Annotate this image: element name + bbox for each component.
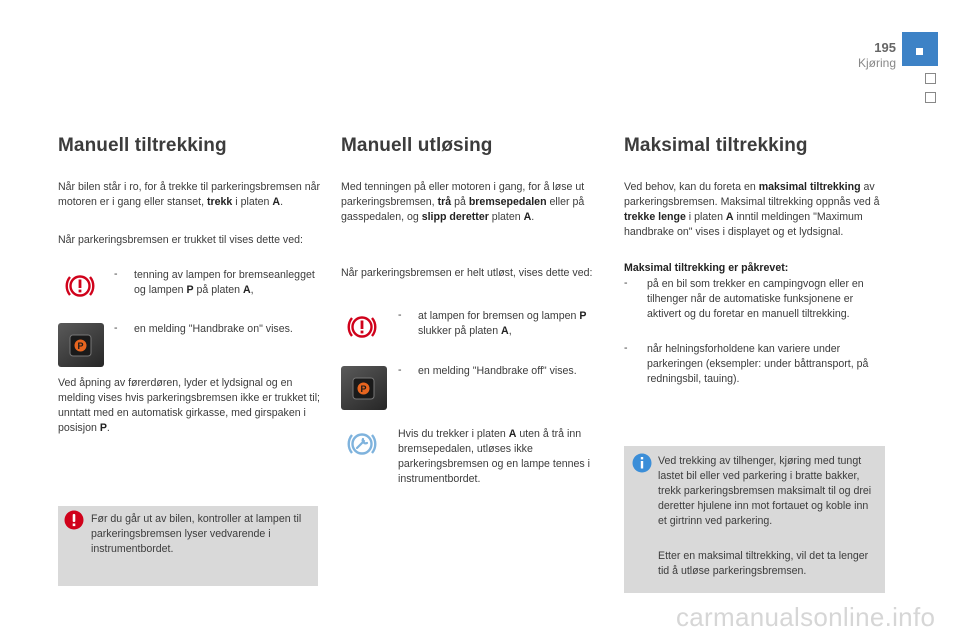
text: Ved åpning av førerdøren, lyder et lydsignal og en melding vises hvis parkeringsbremsen ikke er trukket til; unntatt med en automatisk girkasse, med girspaken i posisjon [58, 377, 320, 434]
col2-list-item-2: en melding "Handbrake off" vises. [418, 365, 577, 377]
lamp-label: P [77, 341, 84, 351]
bold-text: A [523, 211, 532, 223]
handbrake-button-graphic [58, 323, 104, 367]
col3-subheading [624, 261, 888, 276]
text: på [454, 196, 466, 208]
bold-text: slipp deretter [421, 211, 489, 223]
chapter-tab [902, 32, 938, 66]
bold-text: trå [437, 196, 452, 208]
text: , [508, 325, 512, 337]
text: . [531, 211, 535, 223]
info-text-1: Ved trekking av tilhenger, kjøring med tungt lastet bil eller ved parkering i bratte bakker, trekk parkeringsbremsen maksimalt til og drei deretter hjulene inn mot fortauet og koble inn et girtrinn ved parkering. [658, 455, 872, 527]
handbrake-button-icon [58, 323, 104, 367]
text: . [106, 422, 110, 434]
nav-square-icon [925, 73, 936, 84]
brake-warning-icon [62, 268, 98, 304]
bold-text: A [243, 284, 251, 296]
list-dash: - [114, 268, 118, 280]
bold-text: maksimal tiltrekking [758, 181, 861, 193]
handbrake-button-graphic [341, 366, 387, 410]
text: Hvis du trekker i platen [398, 428, 506, 440]
text: i platen [235, 196, 270, 208]
bold-text: A [508, 428, 517, 440]
col3-bullet-1: på en bil som trekker en campingvogn eller en tilhenger når de automatiske funksjonene er aktivert og du foretar en manuell tiltrekking. [647, 278, 864, 320]
text: , [250, 284, 254, 296]
warning-text: Før du går ut av bilen, kontroller at lampen til parkeringsbremsen lyser vedvarende i instrumentbordet. [91, 513, 302, 555]
page-number: 195 [874, 40, 896, 55]
lamp-label: P [360, 384, 367, 394]
bold-text: P [579, 310, 587, 322]
col2-paragraph-3 [398, 427, 598, 487]
text: i platen [688, 211, 723, 223]
col2-list-item-1 [418, 309, 598, 339]
section-title: Kjøring [857, 56, 896, 70]
text: uten å trå inn bremsepedalen, utløses ikke parkeringsbremsen og en lampe tennes i instrumentbordet. [398, 428, 590, 485]
col1-list-item-2: en melding "Handbrake on" vises. [134, 323, 293, 335]
bold-text: A [725, 211, 734, 223]
col1-paragraph-1 [58, 180, 320, 210]
text: . [280, 196, 284, 208]
info-text-2: Etter en maksimal tiltrekking, vil det ta lenger tid å utløse parkeringsbremsen. [658, 550, 869, 577]
tab-square-icon [916, 48, 923, 55]
text: at lampen for bremsen og lampen [418, 310, 577, 322]
nav-square-icon [925, 92, 936, 103]
bold-text: trekk [207, 196, 233, 208]
text: av parkeringsbremsen. Maksimal tiltrekking oppnås ved å [624, 181, 880, 208]
list-dash: - [398, 309, 402, 321]
col2-paragraph-1 [341, 180, 597, 225]
watermark: carmanualsonline.info [676, 602, 936, 632]
warning-icon [64, 510, 84, 530]
bold-text: A [272, 196, 281, 208]
bold-text: bremsepedalen [468, 196, 547, 208]
col2-paragraph-2: Når parkeringsbremsen er helt utløst, vises dette ved: [341, 267, 593, 279]
bold-text: Maksimal tiltrekking er påkrevet: [624, 262, 789, 274]
text: platen [491, 211, 521, 223]
bold-text: P [186, 284, 194, 296]
text: inntil meldingen "Maximum handbrake on" vises i displayet og et lydsignal. [624, 211, 863, 238]
text: tenning av lampen for bremseanlegget og lampen [134, 269, 315, 296]
bold-text: A [501, 325, 509, 337]
text: eller på gasspedalen, og [341, 196, 585, 223]
col3-paragraph-1 [624, 180, 888, 240]
brake-warning-icon [344, 309, 380, 345]
list-dash: - [624, 342, 628, 354]
col3-bullet-2: når helningsforholdene kan variere under parkeringen (eksempler: under båttransport, på redningsbil, tauing). [647, 343, 869, 385]
brake-service-icon [344, 426, 380, 462]
col1-paragraph-2: Når parkeringsbremsen er trukket til vises dette ved: [58, 234, 303, 246]
bold-text: trekke lenge [624, 211, 686, 223]
text: Ved behov, kan du foreta en [624, 181, 756, 193]
text: Med tenningen på eller motoren i gang, for å løse ut parkeringsbremsen, [341, 181, 585, 208]
list-dash: - [114, 322, 118, 334]
col1-list-item-1 [134, 268, 320, 298]
info-icon [632, 453, 652, 473]
section-heading-manual-apply: Manuell tiltrekking [58, 135, 227, 156]
text: Når bilen står i ro, for å trekke til parkeringsbremsen når motoren er i gang eller stanset, [58, 181, 321, 208]
section-heading-manual-release: Manuell utløsing [341, 135, 493, 156]
list-dash: - [398, 364, 402, 376]
list-dash: - [624, 277, 628, 289]
bold-text: P [99, 422, 107, 434]
text: slukker på platen [418, 325, 499, 337]
text: på platen [196, 284, 241, 296]
col1-paragraph-3 [58, 376, 320, 436]
section-heading-maximum-apply: Maksimal tiltrekking [624, 135, 808, 156]
handbrake-button-icon [341, 366, 387, 410]
